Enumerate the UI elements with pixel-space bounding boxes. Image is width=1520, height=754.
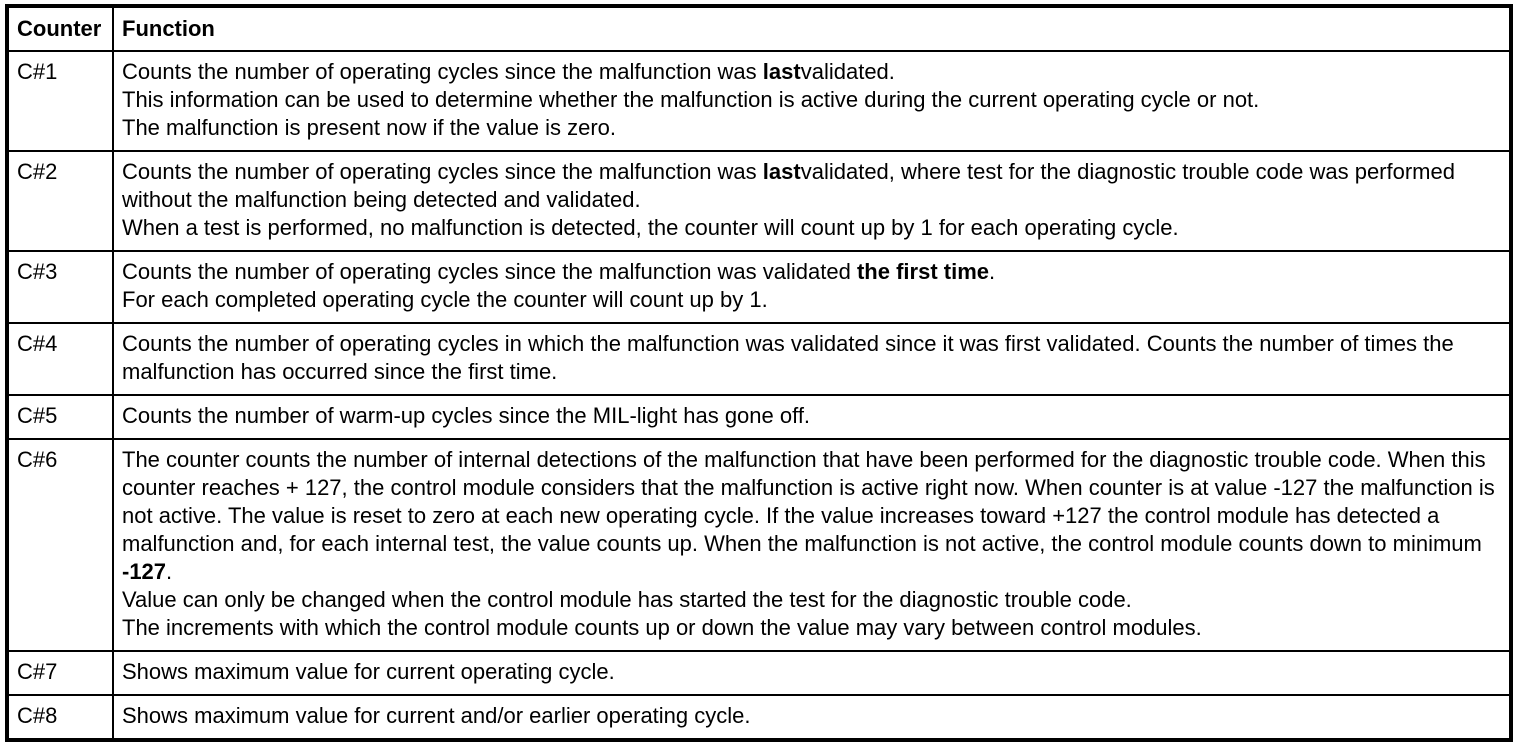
counter-cell: C#1 bbox=[7, 51, 113, 151]
table-row bbox=[7, 695, 1511, 740]
function-paragraph: When a test is performed, no malfunction is detected, the counter will count up by 1 for each operating cycle. bbox=[122, 215, 1179, 240]
header-function: Function bbox=[113, 6, 1511, 51]
function-cell bbox=[113, 323, 1511, 395]
table-body bbox=[7, 51, 1511, 740]
function-cell bbox=[113, 651, 1511, 695]
counter-cell: C#2 bbox=[7, 151, 113, 251]
function-cell bbox=[113, 395, 1511, 439]
counter-cell: C#3 bbox=[7, 251, 113, 323]
function-paragraph: The malfunction is present now if the value is zero. bbox=[122, 115, 617, 140]
function-cell bbox=[113, 251, 1511, 323]
function-cell bbox=[113, 695, 1511, 740]
counter-cell: C#5 bbox=[7, 395, 113, 439]
table-row bbox=[7, 651, 1511, 695]
function-paragraph: Counts the number of operating cycles since the malfunction was validated the first time. bbox=[122, 259, 996, 284]
function-paragraph: The increments with which the control module counts up or down the value may vary between control modules. bbox=[122, 615, 1202, 640]
function-paragraph: Shows maximum value for current and/or earlier operating cycle. bbox=[122, 703, 751, 728]
counter-cell: C#8 bbox=[7, 695, 113, 740]
function-paragraph: The counter counts the number of internal detections of the malfunction that have been performed for the diagnostic trouble code. When this counter reaches + 127, the control module considers that the malfunction is active right now. When counter is at value -127 the malfunction is not active. The value is reset to zero at each new operating cycle. If the value increases toward +127 the control module has detected a malfunction and, for each internal test, the value counts up. When the malfunction is not active, the control module counts down to minimum -127. bbox=[122, 447, 1495, 584]
function-paragraph: This information can be used to determine whether the malfunction is active during the current operating cycle or not. bbox=[122, 87, 1260, 112]
table-row bbox=[7, 439, 1511, 651]
table-row bbox=[7, 395, 1511, 439]
counter-cell: C#7 bbox=[7, 651, 113, 695]
header-counter: Counter bbox=[7, 6, 113, 51]
function-cell bbox=[113, 151, 1511, 251]
counter-cell: C#6 bbox=[7, 439, 113, 651]
function-paragraph: Counts the number of operating cycles since the malfunction was lastvalidated, where test for the diagnostic trouble code was performed without the malfunction being detected and validated. bbox=[122, 159, 1455, 212]
table-row bbox=[7, 51, 1511, 151]
counter-cell: C#4 bbox=[7, 323, 113, 395]
table-header-row bbox=[7, 6, 1511, 51]
table-row bbox=[7, 323, 1511, 395]
function-cell bbox=[113, 51, 1511, 151]
function-paragraph: Counts the number of operating cycles in which the malfunction was validated since it was first validated. Counts the number of times the malfunction has occurred since the first time. bbox=[122, 331, 1454, 384]
table-row bbox=[7, 151, 1511, 251]
function-paragraph: Counts the number of warm-up cycles since the MIL-light has gone off. bbox=[122, 403, 811, 428]
function-paragraph: Shows maximum value for current operating cycle. bbox=[122, 659, 615, 684]
function-paragraph: Value can only be changed when the control module has started the test for the diagnostic trouble code. bbox=[122, 587, 1132, 612]
function-cell bbox=[113, 439, 1511, 651]
counter-function-table bbox=[5, 4, 1513, 742]
table-row bbox=[7, 251, 1511, 323]
function-paragraph: Counts the number of operating cycles since the malfunction was lastvalidated. bbox=[122, 59, 895, 84]
function-paragraph: For each completed operating cycle the counter will count up by 1. bbox=[122, 287, 768, 312]
